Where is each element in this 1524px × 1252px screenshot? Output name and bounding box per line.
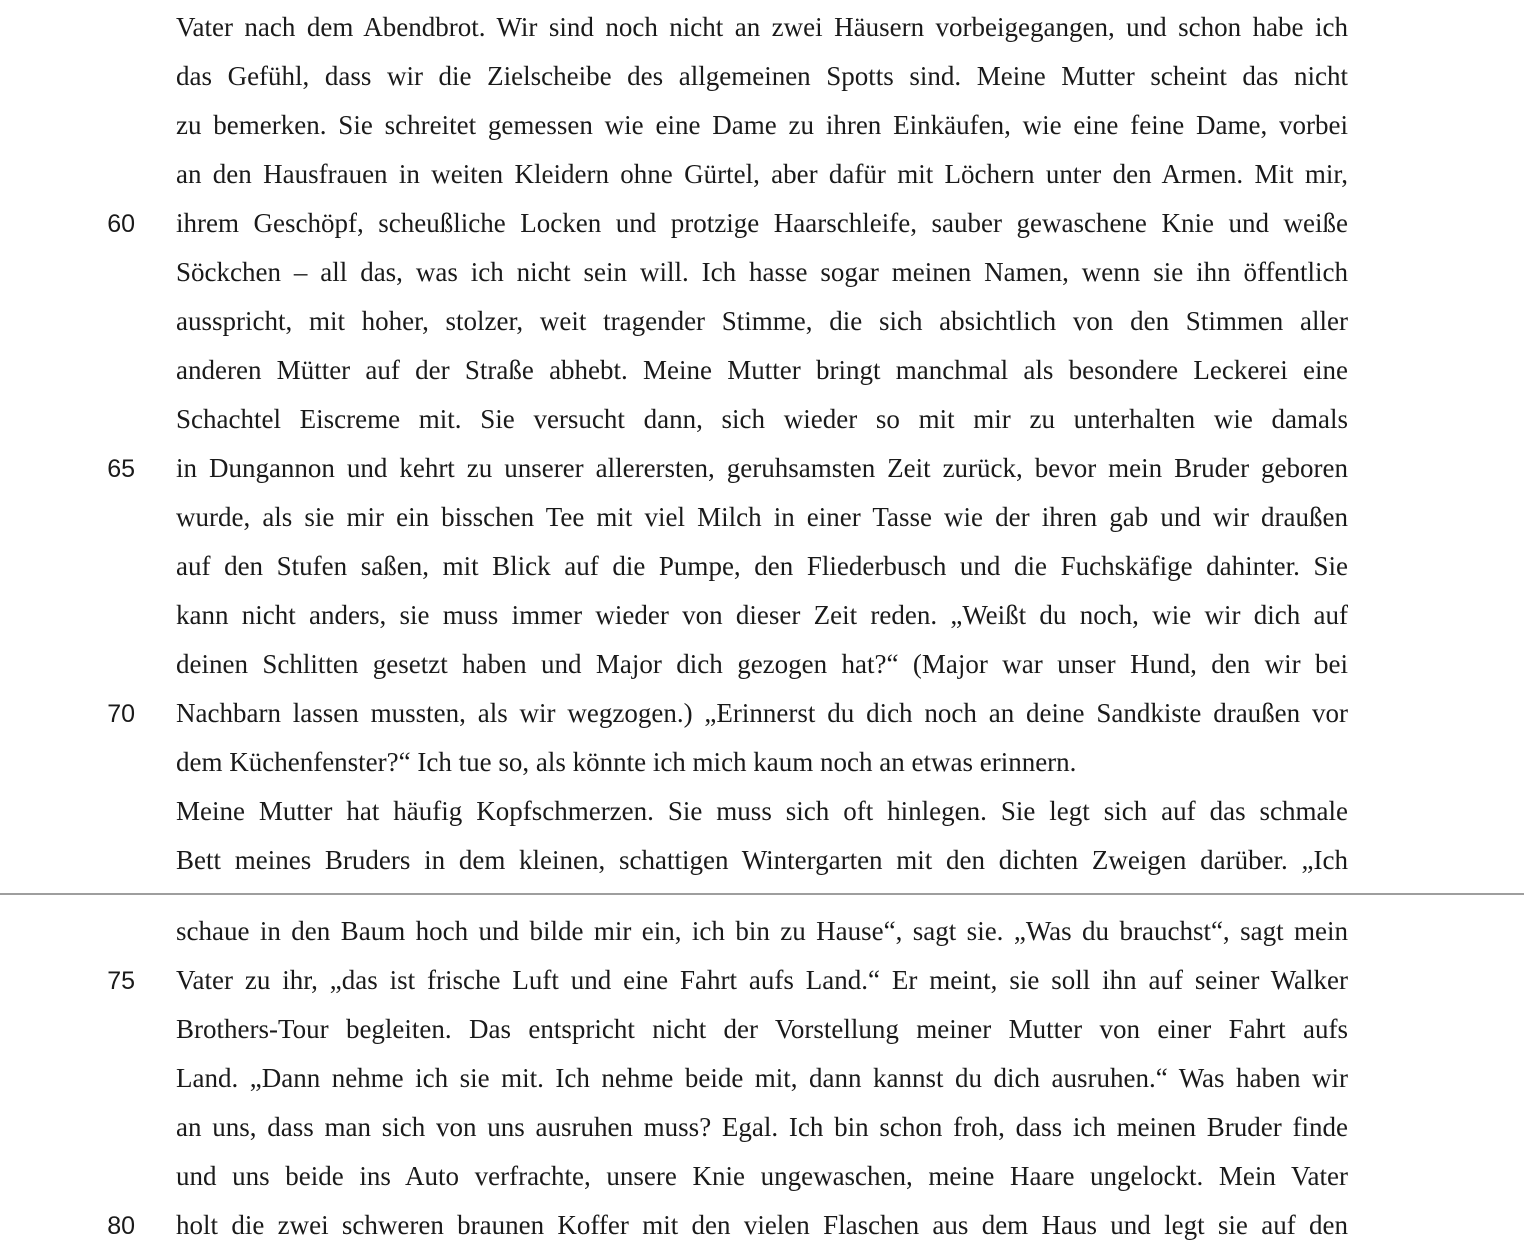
line-text: Vater nach dem Abendbrot. Wir sind noch nicht an zwei Häusern vorbeigegangen, und schon habe ich — [176, 12, 1348, 42]
text-line — [0, 591, 1524, 640]
line-text: kann nicht anders, sie muss immer wieder von dieser Zeit reden. „Weißt du noch, wie wir dich auf — [176, 600, 1348, 630]
text-line — [0, 395, 1524, 444]
line-text: auf den Stufen saßen, mit Blick auf die Pumpe, den Fliederbusch und die Fuchskäfige dahinter. Sie — [176, 551, 1348, 581]
line-text: an uns, dass man sich von uns ausruhen muss? Egal. Ich bin schon froh, dass ich meinen Bruder finde — [176, 1112, 1348, 1142]
line-number: 75 — [107, 967, 135, 995]
text-line — [0, 542, 1524, 591]
text-line — [0, 1201, 1524, 1250]
line-number: 60 — [107, 210, 135, 238]
text-line — [0, 836, 1524, 885]
line-text: schaue in den Baum hoch und bilde mir ein, ich bin zu Hause“, sagt sie. „Was du brauchst“, sagt mein — [176, 916, 1348, 946]
text-line — [0, 150, 1524, 199]
text-line — [0, 1152, 1524, 1201]
text-line — [0, 1054, 1524, 1103]
line-text: wurde, als sie mir ein bisschen Tee mit viel Milch in einer Tasse wie der ihren gab und wir draußen — [176, 502, 1348, 532]
line-text: dem Küchenfenster?“ Ich tue so, als könnte ich mich kaum noch an etwas erinnern. — [176, 747, 1077, 777]
line-text: ausspricht, mit hoher, stolzer, weit tragender Stimme, die sich absichtlich von den Stimmen aller — [176, 306, 1348, 336]
text-line — [0, 101, 1524, 150]
text-line — [0, 3, 1524, 52]
text-line — [0, 1103, 1524, 1152]
text-line — [0, 297, 1524, 346]
line-text: Nachbarn lassen mussten, als wir wegzogen.) „Erinnerst du dich noch an deine Sandkiste draußen vor — [176, 698, 1348, 728]
line-text: anderen Mütter auf der Straße abhebt. Meine Mutter bringt manchmal als besondere Leckerei eine — [176, 355, 1348, 385]
line-text: und uns beide ins Auto verfrachte, unsere Knie ungewaschen, meine Haare ungelockt. Mein Vater — [176, 1161, 1348, 1191]
line-text: Brothers-Tour begleiten. Das entspricht nicht der Vorstellung meiner Mutter von einer Fahrt aufs — [176, 1014, 1348, 1044]
text-line — [0, 738, 1524, 787]
text-block-2 — [0, 895, 1524, 1250]
text-line — [0, 52, 1524, 101]
text-line — [0, 493, 1524, 542]
line-text: holt die zwei schweren braunen Koffer mit den vielen Flaschen aus dem Haus und legt sie auf den — [176, 1210, 1348, 1240]
text-line — [0, 248, 1524, 297]
text-line — [0, 640, 1524, 689]
text-line — [0, 689, 1524, 738]
text-line — [0, 346, 1524, 395]
line-text: an den Hausfrauen in weiten Kleidern ohne Gürtel, aber dafür mit Löchern unter den Armen. Mit mir, — [176, 159, 1348, 189]
line-text: Schachtel Eiscreme mit. Sie versucht dann, sich wieder so mit mir zu unterhalten wie damals — [176, 404, 1348, 434]
line-number: 65 — [107, 455, 135, 483]
line-text: ihrem Geschöpf, scheußliche Locken und protzige Haarschleife, sauber gewaschene Knie und weiße — [176, 208, 1348, 238]
line-text: zu bemerken. Sie schreitet gemessen wie eine Dame zu ihren Einkäufen, wie eine feine Dame, vorbei — [176, 110, 1348, 140]
line-text: in Dungannon und kehrt zu unserer allerersten, geruhsamsten Zeit zurück, bevor mein Bruder geboren — [176, 453, 1348, 483]
line-text: Land. „Dann nehme ich sie mit. Ich nehme beide mit, dann kannst du dich ausruhen.“ Was haben wir — [176, 1063, 1348, 1093]
line-text: Vater zu ihr, „das ist frische Luft und eine Fahrt aufs Land.“ Er meint, sie soll ihn auf seiner Walker — [176, 965, 1348, 995]
line-number: 80 — [107, 1212, 135, 1240]
text-line — [0, 444, 1524, 493]
line-text: Söckchen – all das, was ich nicht sein will. Ich hasse sogar meinen Namen, wenn sie ihn öffentlich — [176, 257, 1348, 287]
line-text: deinen Schlitten gesetzt haben und Major dich gezogen hat?“ (Major war unser Hund, den wir bei — [176, 649, 1348, 679]
line-text: das Gefühl, dass wir die Zielscheibe des allgemeinen Spotts sind. Meine Mutter scheint das nicht — [176, 61, 1348, 91]
line-text: Meine Mutter hat häufig Kopfschmerzen. Sie muss sich oft hinlegen. Sie legt sich auf das schmale — [176, 796, 1348, 826]
line-text: Bett meines Bruders in dem kleinen, schattigen Wintergarten mit den dichten Zweigen darüber. „Ich — [176, 845, 1348, 875]
text-line — [0, 787, 1524, 836]
text-line — [0, 956, 1524, 1005]
text-line — [0, 907, 1524, 956]
line-number: 70 — [107, 700, 135, 728]
text-line — [0, 199, 1524, 248]
text-line — [0, 1005, 1524, 1054]
